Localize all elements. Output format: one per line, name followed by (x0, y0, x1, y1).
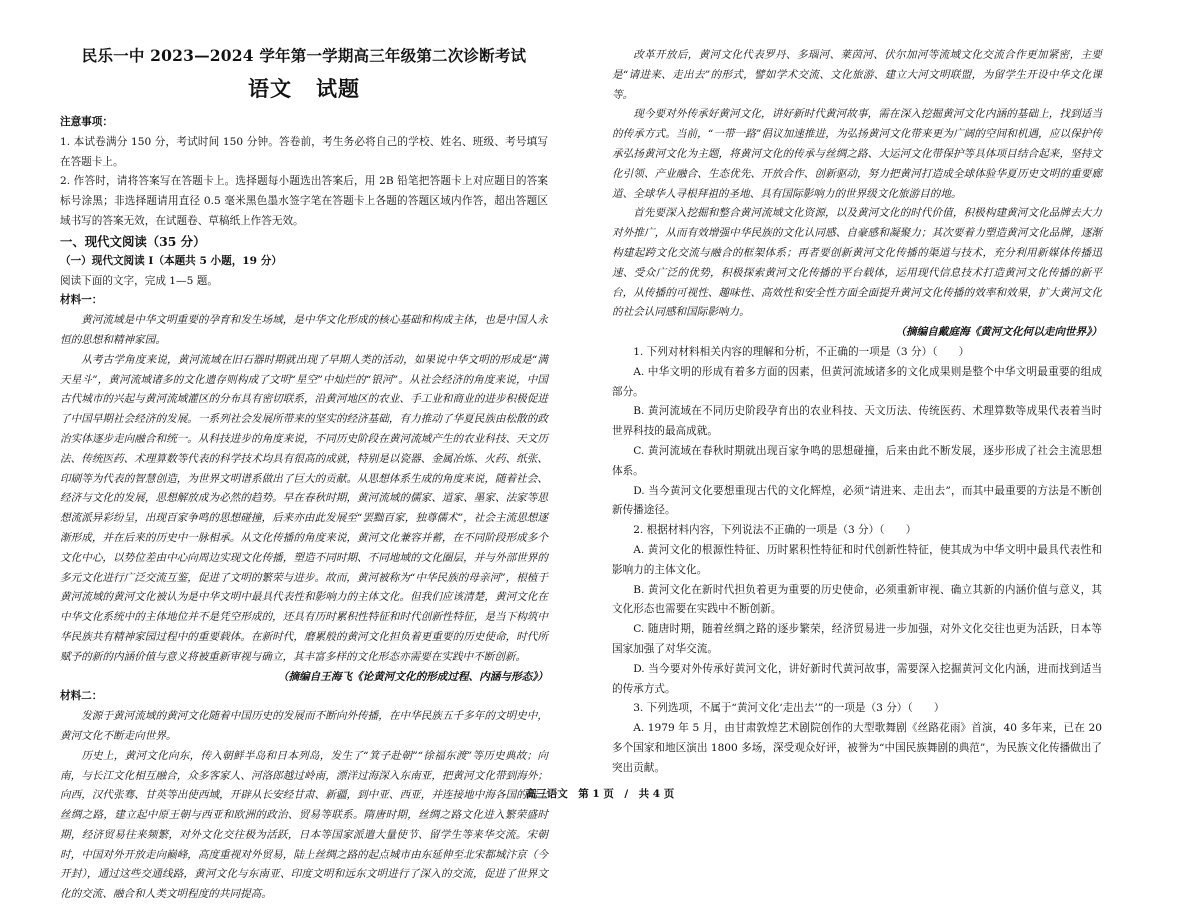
subsection-heading: （一）现代文阅读 I（本题共 5 小题，19 分） (60, 254, 282, 267)
material-2-para-4: 现今要对外传承好黄河文化，讲好新时代黄河故事，需在深入挖掘黄河文化内涵的基础上，找到适当的传承方式。当前，“一带一路”倡议加速推进，为弘扬黄河文化带来更为广阔的空间和机遇，应以保护传承弘扬黄河文化为主题，将黄河文化的传承与丝绸之路、大运河文化带保护等具体项目结合起来，坚持文化引领、产业融合、生态优先、开放合作、创新驱动，努力把黄河打造成全球体验华夏历史文明的重要廊道、全球华人寻根拜祖的圣地、具有国际影响力的世界级文化旅游目的地。 (612, 108, 1102, 200)
material-2-label: 材料二： (60, 690, 103, 703)
question-2: 2. 根据材料内容，下列说法不正确的一项是（3 分）（ ） (633, 524, 917, 537)
question-1-option-b: B. 黄河流域在不同历史阶段孕育出的农业科技、天文历法、传统医药、术理算数等成果代表着当时世界科技的最高成就。 (612, 405, 1102, 438)
question-1-option-c: C. 黄河流域在春秋时期就出现百家争鸣的思想碰撞，后来由此不断发展，逐步形成了社会主流思想体系。 (612, 444, 1102, 477)
material-2-para-3: 改革开放后，黄河文化代表罗丹、多瑙河、莱茵河、伏尔加河等流域文化交流合作更加紧密，主要是“请进来、走出去”的形式，譬如学术交流、文化旅游、建立大河文明联盟，为留学生开设中华文化课等。 (612, 49, 1102, 101)
notes-item-1: 1. 本试卷满分 150 分，考试时间 150 分钟。答卷前，考生务必将自己的学校、姓名、班级、考号填写在答题卡上。 (60, 135, 548, 168)
question-3: 3. 下列选项，不属于“黄河文化‘走出去’”的一项是（3 分）（ ） (633, 702, 945, 715)
subject-title (60, 73, 548, 103)
left-column (60, 44, 548, 905)
notes-item-2: 2. 作答时，请将答案写在答题卡上。选择题每小题选出答案后，用 2B 铅笔把答题卡上对应题目的答案标号涂黑；非选择题请用直径 0.5 毫米黑色墨水签字笔在答题卡上各题的答题区域内作答，超出答题区域书写的答案无效，在试题卷、草稿纸上作答无效。 (60, 175, 548, 227)
right-column (612, 46, 1102, 778)
material-2-para-2: 历史上，黄河文化向东，传入朝鲜半岛和日本列岛，发生了“箕子赴朝”“徐福东渡”等历史典故；向南，与长江文化相互融合，众多客家人、河洛郎越过岭南，漂洋过海深入东南亚，把黄河文化带到海外；向西，汉代张骞、甘英等出使西域，开辟从长安经甘肃、新疆，到中亚、西亚，并连接地中海各国的陆上丝绸之路，建立起中原王朝与西亚和欧洲的政治、贸易等联系。隋唐时期，丝绸之路文化进入繁荣盛时期，经济贸易往来频繁，对外文化交往极为活跃，日本等国家派遣大量使节、留学生等来华交流。宋朝时，中国对外开放走向巅峰，高度重视对外贸易，陆上丝绸之路的起点城市由东延伸至北宋都城汴京（今开封），通过这些交通线路，黄河文化与东南亚、印度文明和远东文明进行了深入的交流，促进了世界文化的交流、融合和人类文明程度的共同提高。 (60, 749, 548, 901)
page-footer: 高三语文 第 1 页 / 共 4 页 (525, 788, 675, 800)
material-2-para-5: 首先要深入挖掘和整合黄河流域文化资源，以及黄河文化的时代价值，积极构建黄河文化品牌去大力对外推广，从而有效增强中华民族的文化认同感、自豪感和凝聚力；其次要着力塑造黄河文化品牌，逐渐构建起跨文化交流与融合的框架体系；再者要创新黄河文化传播的渠道与技术，充分利用新媒体传播迅速、受众广泛的优势，积极探索黄河文化传播的平台载体，运用现代信息技术打造黄河文化传播的新平台，从传播的可视性、趣味性、高效性和安全性方面全面提升黄河文化传播的效率和效果，扩大黄河文化的社会认同感和国际影响力。 (612, 207, 1102, 319)
question-1: 1. 下列对材料相关内容的理解和分析，不正确的一项是（3 分）（ ） (633, 345, 970, 358)
section-heading: 一、现代文阅读（35 分） (60, 233, 206, 249)
subject-name: 语文 (248, 76, 292, 101)
material-1-para-2: 从考古学角度来说，黄河流域在旧石器时期就出现了早期人类的活动，如果说中华文明的形成是“满天星斗”，黄河流域诸多的文化遗存则构成了文明“星空”中灿烂的“银河”。从社会经济的角度来说，中国古代城市的兴起与黄河流域灌区的分布具有密切联系，沿黄河地区的农业、手工业和商业的进步积极促进了中国早期社会经济的发展。一系列社会发展所带来的坚实的经济基础，有力推动了华夏民族由松散的政治实体逐步走向融合和统一。从科技进步的角度来说，不同历史阶段在黄河流域产生的农业科技、天文历法、传统医药、术理算数等代表的科学技术均具有很高的成就，特别是以瓷器、金属冶炼、火药、纸张、印刷等为代表的智慧创造，为世界文明谱系做出了巨大的贡献。从思想体系生成的角度来说，随着社会、经济与文化的发展，思想解放成为必然的趋势。早在春秋时期，黄河流域的儒家、道家、墨家、法家等思想流派异彩纷呈，出现百家争鸣的思想碰撞，后来亦由此发展至“罢黜百家，独尊儒术”，社会主流思想逐渐形成，并在后来的历史中一脉相承。从文化传播的角度来说，黄河文化兼容并蓄，在不同阶段形成多个文化中心，以势位差由中心向周边实现文化传播，塑造不同时期、不同地域的文化圈层，并与外部世界的多元文化进行广泛交流互鉴，促进了文明的繁荣与进步。故而，黄河被称为“中华民族的母亲河”，根植于黄河流域的黄河文化被认为是中华文明中最具代表性和影响力的主体文化。但我们应该清楚，黄河文化在中华文化系统中的主体地位并不是凭空形成的，还具有历时累积性特征和时代创新性特征，是当下构筑中华民族共有精神家园过程中的重要载体。在新时代，磨累般的黄河文化担负着更重要的历史使命，时代所赋予的新的内涵价值与意义将被重新审视与确立，其丰富多样的文化形态亦需要在实践中不断创新。 (60, 353, 548, 663)
instruction: 阅读下面的文字，完成 1—5 题。 (60, 274, 218, 287)
notes-label: 注意事项： (60, 116, 113, 128)
question-1-option-a: A. 中华文明的形成有着多方面的因素，但黄河流域诸多的文化成果则是整个中华文明最重要的组成部分。 (612, 365, 1102, 398)
subject-suffix: 试题 (316, 76, 360, 101)
material-1-label: 材料一： (60, 294, 103, 307)
exam-title: 民乐一中 2023—2024 学年第一学期高三年级第二次诊断考试 (81, 46, 527, 65)
question-2-option-a: A. 黄河文化的根源性特征、历时累积性特征和时代创新性特征，使其成为中华文明中最具代表性和影响力的主体文化。 (612, 543, 1102, 576)
question-2-option-d: D. 当今要对外传承好黄河文化，讲好新时代黄河故事，需要深入挖掘黄河文化内涵，进而找到适当的传承方式。 (612, 662, 1102, 695)
material-2-para-1: 发源于黄河流域的黄河文化随着中国历史的发展而不断向外传播，在中华民族五千多年的文明史中，黄河文化不断走向世界。 (60, 710, 548, 742)
material-1-source: （摘编自王海飞《论黄河文化的形成过程、内涵与形态》） (277, 670, 548, 683)
material-1-para-1: 黄河流域是中华文明重要的孕育和发生场域，是中华文化形成的核心基础和构成主体，也是中国人永恒的思想和精神家园。 (60, 314, 548, 346)
material-2-source: （摘编自戴庭海《黄河文化何以走向世界》） (895, 326, 1102, 339)
question-3-option-a: A. 1979 年 5 月，由甘肃敦煌艺术剧院创作的大型歌舞剧《丝路花雨》首演，40 多年来，已在 20 多个国家和地区演出 1800 多场，深受观众好评，被誉为“中国民族舞剧的典范”，为民族文化传播做出了突出贡献。 (612, 722, 1102, 774)
question-2-option-b: B. 黄河文化在新时代担负着更为重要的历史使命，必须重新审视、确立其新的内涵价值与意义，其文化形态也需要在实践中不断创新。 (612, 583, 1102, 616)
question-1-option-d: D. 当今黄河文化要想重现古代的文化辉煌，必须“请进来、走出去”，而其中最重要的方法是不断创新传播途径。 (612, 484, 1102, 517)
question-2-option-c: C. 随唐时期，随着丝绸之路的逐步繁荣，经济贸易进一步加强，对外文化交往也更为活跃，日本等国家加强了对华交流。 (612, 623, 1102, 655)
